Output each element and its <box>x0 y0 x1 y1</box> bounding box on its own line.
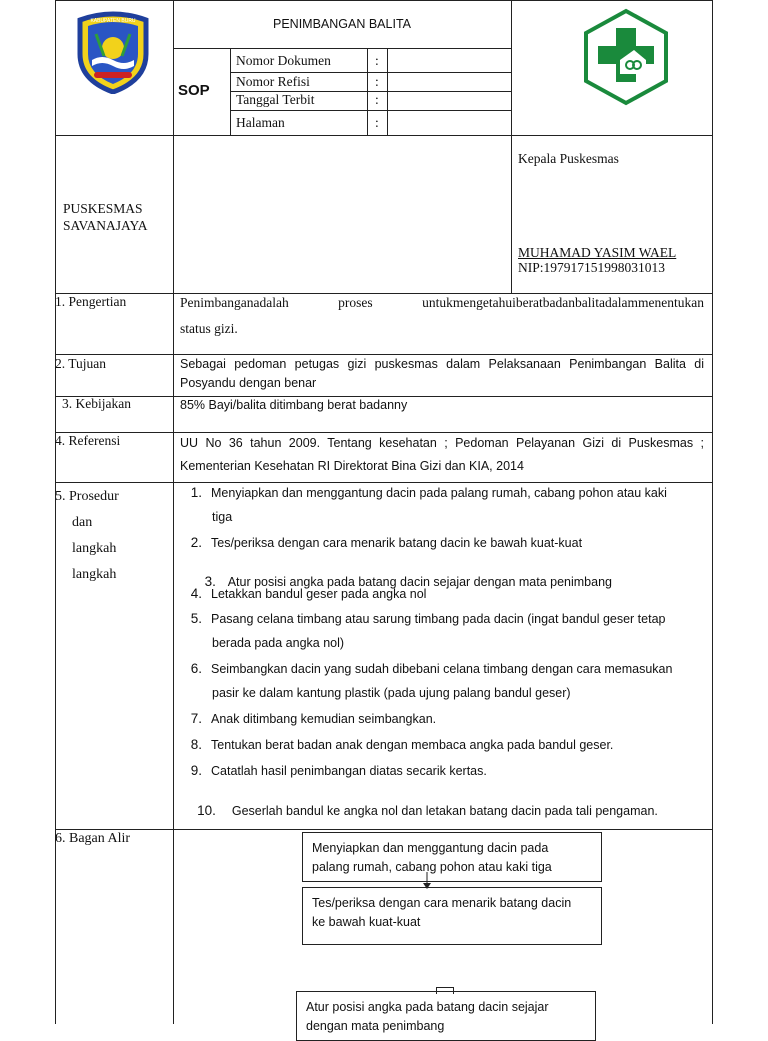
step-number: 9. <box>190 763 202 778</box>
referensi-line2: Kementerian Kesehatan RI Direktorat Bina Gizi dan KIA, 2014 <box>180 459 524 473</box>
step-number: 4. <box>190 586 202 601</box>
regency-logo-text: KABUPATEN BURU <box>90 18 136 24</box>
prosedur-step <box>180 611 666 626</box>
tujuan-label: 2. Tujuan <box>55 356 107 371</box>
field-colon: : <box>375 53 379 68</box>
step-text: Letakkan bandul geser pada angka nol <box>211 587 427 601</box>
field-label-nomor-refisi: Nomor Refisi <box>236 74 310 89</box>
sop-label: SOP <box>178 82 210 99</box>
step-number: 8. <box>190 737 202 752</box>
flowchart-box-1 <box>302 832 602 882</box>
flowchart-text: ke bawah kuat-kuat <box>312 915 421 929</box>
org-name <box>63 200 148 234</box>
field-row-line <box>230 110 511 111</box>
org-name-line2: SAVANAJAYA <box>63 218 148 233</box>
row-line <box>55 396 713 397</box>
tujuan-line1: Sebagai pedoman petugas gizi puskesmas dalam Pelaksanaan Penimbangan Balita di <box>180 357 704 371</box>
step-number: 6. <box>190 661 202 676</box>
regency-emblem-icon <box>74 10 152 94</box>
flowchart-text: Atur posisi angka pada batang dacin sejajar <box>306 1000 549 1014</box>
step-number: 1. <box>190 485 202 500</box>
prosedur-step <box>180 789 658 832</box>
step-text: Catatlah hasil penimbangan diatas secarik kertas. <box>211 764 487 778</box>
prosedur-step <box>180 737 613 752</box>
prosedur-label-line: 5. Prosedur <box>55 489 119 504</box>
org-name-line1: PUSKESMAS <box>63 201 143 216</box>
row-line <box>55 482 713 483</box>
header-right-divider <box>511 0 512 294</box>
prosedur-step <box>180 535 582 550</box>
pengertian-word: untukmengetahuiberatbadanbalitadalammenentukan <box>422 295 704 310</box>
flowchart-text: Tes/periksa dengan cara menarik batang dacin <box>312 896 572 910</box>
prosedur-step <box>180 586 426 601</box>
step-text: Menyiapkan dan menggantung dacin pada palang rumah, cabang pohon atau kaki <box>211 486 667 500</box>
field-label-tanggal-terbit: Tanggal Terbit <box>236 92 315 107</box>
row-line <box>55 354 713 355</box>
field-label-halaman: Halaman <box>236 115 285 130</box>
kebijakan-label: 3. Kebijakan <box>62 396 131 411</box>
border-right <box>712 0 713 1024</box>
signer-title: Kepala Puskesmas <box>518 151 619 166</box>
field-row-line <box>230 72 511 73</box>
step-text: Anak ditimbang kemudian seimbangkan. <box>211 712 437 726</box>
step-text: Tentukan berat badan anak dengan membaca angka pada bandul geser. <box>211 738 614 752</box>
flowchart-box-2 <box>302 887 602 945</box>
prosedur-step <box>180 763 487 778</box>
flowchart-text: palang rumah, cabang pohon atau kaki tiga <box>312 860 552 874</box>
puskesmas-cross-icon <box>580 8 672 106</box>
step-text-continued: pasir ke dalam kantung plastik (pada ujung palang bandul geser) <box>212 686 571 700</box>
step-number: 7. <box>190 711 202 726</box>
pengertian-text-line2: status gizi. <box>180 321 238 336</box>
column-divider <box>173 0 174 1024</box>
step-text: Seimbangkan dacin yang sudah dibebani celana timbang dengan cara memasukan <box>211 662 673 676</box>
row-line <box>55 432 713 433</box>
prosedur-step <box>180 661 672 676</box>
regency-logo <box>74 10 152 94</box>
flowchart-box-3 <box>296 991 596 1041</box>
referensi-label: 4. Referensi <box>55 433 121 448</box>
step-text: Atur posisi angka pada batang dacin sejajar dengan mata penimbang <box>224 575 612 589</box>
tujuan-line2: Posyandu dengan benar <box>180 376 317 390</box>
step-text-continued: tiga <box>212 510 233 524</box>
field-colon: : <box>375 92 379 107</box>
prosedur-step <box>180 711 436 726</box>
pengertian-word: proses <box>338 295 373 310</box>
prosedur-label-line: langkah <box>72 541 117 556</box>
step-number: 3. <box>204 574 216 589</box>
prosedur-label-line: langkah <box>72 567 117 582</box>
step-text: Pasang celana timbang atau sarung timbang pada dacin (ingat bandul geser tetap <box>211 612 666 626</box>
prosedur-label <box>55 484 119 588</box>
step-number: 10. <box>197 803 216 818</box>
document-title: PENIMBANGAN BALITA <box>273 17 411 31</box>
title-bottom-line <box>173 48 511 49</box>
step-number: 5. <box>190 611 202 626</box>
step-text: Geserlah bandul ke angka nol dan letakan batang dacin pada tali pengaman. <box>224 804 658 818</box>
prosedur-step <box>180 485 704 500</box>
prosedur-label-line: dan <box>72 515 93 530</box>
field-label-nomor-dokumen: Nomor Dokumen <box>236 53 331 68</box>
pengertian-word: Penimbanganadalah <box>180 295 289 310</box>
flowchart-text: Menyiapkan dan menggantung dacin pada <box>312 841 549 855</box>
flowchart-text: dengan mata penimbang <box>306 1019 445 1033</box>
step-number: 2. <box>190 535 202 550</box>
kebijakan-text: 85% Bayi/balita ditimbang berat badanny <box>180 398 408 412</box>
pengertian-label: 1. Pengertian <box>55 294 127 309</box>
signer-name: MUHAMAD YASIM WAEL <box>518 245 677 260</box>
signer-nip: NIP:197917151998031013 <box>518 260 666 275</box>
step-text: Tes/periksa dengan cara menarik batang dacin ke bawah kuat-kuat <box>211 536 583 550</box>
border-top <box>55 0 713 1</box>
bagan-alir-label: 6. Bagan Alir <box>55 831 131 846</box>
pengertian-text-line1 <box>180 295 704 311</box>
field-colon: : <box>375 74 379 89</box>
referensi-line1: UU No 36 tahun 2009. Tentang kesehatan ; Pedoman Pelayanan Gizi di Puskesmas ; <box>180 436 704 450</box>
puskesmas-logo <box>580 8 672 106</box>
field-colon: : <box>375 115 379 130</box>
header-bottom-line <box>55 135 713 136</box>
step-text-continued: berada pada angka nol) <box>212 636 345 650</box>
identity-bottom-line <box>55 293 713 294</box>
